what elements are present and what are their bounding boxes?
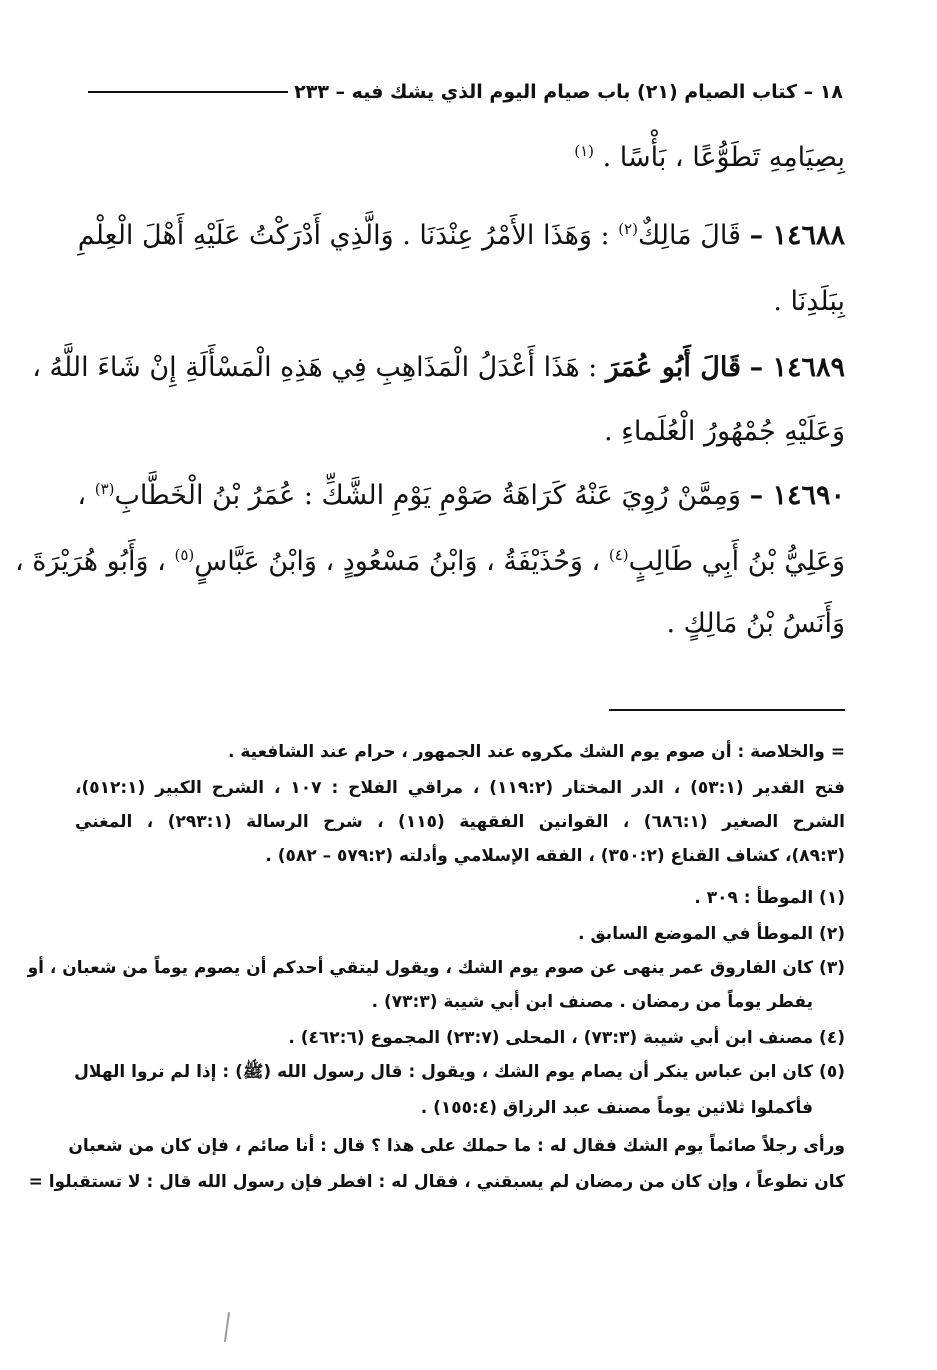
footnote-ref-4: (٤)	[608, 546, 629, 564]
speaker-name: قَالَ أَبُو عُمَرَ	[605, 352, 741, 383]
paragraph-text: وَعَلِيُّ بْنُ أَبِي طَالِبٍ	[628, 546, 845, 577]
punctuation: ،	[77, 480, 87, 511]
paragraph-14688	[77, 216, 845, 260]
footnote-ref-3: (٣)	[94, 480, 115, 498]
line-text: بِصِيَامِهِ تَطَوُّعًا ، بَأْسًا .	[602, 142, 845, 173]
footnote-separator	[609, 709, 845, 711]
footnote-5-cont: كان تطوعاً ، وإن كان من رمضان لم يسبقني ، فقال له : افطر فإن رسول الله قال : لا تستقبلوا =	[28, 1172, 845, 1192]
paragraph-14690-line2	[15, 542, 845, 586]
footnote-2: (٢) الموطأ في الموضع السابق .	[578, 924, 845, 944]
footnote-ref-1: (١)	[574, 142, 594, 160]
paragraph-text: وَمِمَّنْ رُوِيَ عَنْهُ كَرَاهَةُ صَوْمِ يَوْمِ الشَّكِّ : عُمَرُ بْنُ الْخَطَّابِ	[114, 480, 741, 511]
header-rule	[88, 91, 288, 93]
paragraph-text: وَعَلَيْهِ جُمْهُورُ الْعُلَماءِ .	[604, 416, 845, 447]
pencil-mark	[224, 1312, 230, 1342]
paragraph-number: ١٤٦٩٠ –	[749, 480, 845, 511]
footnote-1: (١) الموطأ : ٣٠٩ .	[694, 888, 845, 908]
paragraph-text: : وَهَذَا الأَمْرُ عِنْدَنَا . وَالَّذِي أَدْرَكْتُ عَلَيْهِ أَهْلَ الْعِلْمِ	[77, 220, 610, 251]
footnote-ref-2: (٢)	[618, 220, 638, 238]
footnote-3: (٣) كان الفاروق عمر ينهى عن صوم يوم الشك ، ويقول ليتقي أحدكم أن يصوم يوماً من شعبان ، أو	[27, 958, 845, 978]
footnote-5-cont: فأكملوا ثلاثين يوماً مصنف عبد الرزاق (١٥٥:٤) .	[420, 1098, 813, 1118]
paragraph-text: ، وَأَبُو هُرَيْرَةَ ،	[15, 546, 166, 577]
paragraph-text: بِبَلَدِنَا .	[773, 286, 845, 317]
paragraph-14688-cont	[82, 282, 845, 326]
paragraph-14689-cont	[82, 412, 845, 456]
footnote-3-cont: يفطر يوماً من رمضان . مصنف ابن أبي شيبة (٧٣:٣) .	[371, 992, 813, 1012]
footnote-5: (٥) كان ابن عباس ينكر أن يصام يوم الشك ، ويقول : قال رسول الله (ﷺ) : إذا لم تروا الهلال	[74, 1062, 845, 1082]
footnote-continuation: (٨٩:٣)، كشاف القناع (٣٥٠:٢) ، الفقه الإسلامي وأدلته (٥٧٩:٢ – ٥٨٢) .	[265, 846, 845, 866]
paragraph-text: وَأَنَسُ بْنُ مَالِكٍ .	[666, 608, 845, 639]
paragraph-14690-line3	[82, 604, 845, 648]
footnote-4: (٤) مصنف ابن أبي شيبة (٧٣:٣) ، المحلى (٢٣:٧) المجموع (٤٦٢:٦) .	[288, 1028, 845, 1048]
paragraph-14689	[32, 348, 845, 392]
running-title: ١٨ – كتاب الصيام (٢١) باب صيام اليوم الذي يشك فيه – ٢٣٣	[294, 81, 843, 103]
running-header	[88, 76, 843, 108]
footnote-continuation: = والخلاصة : أن صوم يوم الشك مكروه عند الجمهور ، حرام عند الشافعية .	[227, 742, 845, 762]
paragraph-number: ١٤٦٨٨ –	[749, 220, 845, 251]
paragraph-text: قَالَ مَالِكٌ	[637, 220, 741, 251]
paragraph-text: : هَذَا أَعْدَلُ الْمَذَاهِبِ فِي هَذِهِ الْمَسْأَلَةِ إِنْ شَاءَ اللَّهُ ،	[32, 352, 598, 383]
paragraph-text: ، وَحُذَيْفَةُ ، وَابْنُ مَسْعُودٍ ، وَابْنُ عَبَّاسٍ	[194, 546, 601, 577]
paragraph-14690	[77, 476, 845, 520]
footnote-continuation: فتح القدير (٥٣:١) ، الدر المختار (١١٩:٢) ، مراقي الفلاح : ١٠٧ ، الشرح الكبير (٥١٢:١)،	[75, 778, 846, 798]
paragraph-number: ١٤٦٨٩ –	[749, 352, 845, 383]
footnote-ref-5: (٥)	[174, 546, 195, 564]
footnote-5-cont: ورأى رجلاً صائماً يوم الشك فقال له : ما حملك على هذا ؟ قال : أنا صائم ، فإن كان من شعبان	[68, 1136, 845, 1156]
footnote-continuation: الشرح الصغير (٦٨٦:١) ، القوانين الفقهية (١١٥) ، شرح الرسالة (٢٩٣:١) ، المغني	[75, 812, 846, 832]
text-line-1	[82, 138, 845, 182]
